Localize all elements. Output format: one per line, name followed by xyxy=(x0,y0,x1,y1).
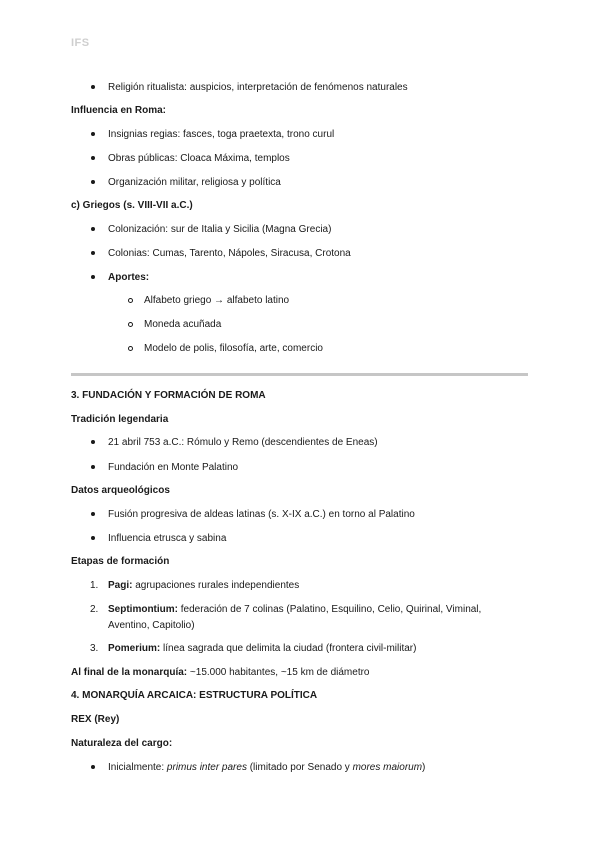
bullet-icon xyxy=(91,536,95,540)
heading-griegos: c) Griegos (s. VIII-VII a.C.) xyxy=(71,200,193,211)
term: Pagi: xyxy=(108,580,133,591)
numbered-item xyxy=(108,642,416,655)
list-number: 2. xyxy=(90,604,99,615)
summary-label: Al final de la monarquía: xyxy=(71,667,188,678)
sub-bullet-icon xyxy=(128,322,133,327)
term: Septimontium: xyxy=(108,604,178,615)
bullet-icon xyxy=(91,85,95,89)
bullet-icon xyxy=(91,156,95,160)
heading-etapas: Etapas de formación xyxy=(71,556,170,567)
list-item: 21 abril 753 a.C.: Rómulo y Remo (descendientes de Eneas) xyxy=(108,437,378,448)
term: Pomerium: xyxy=(108,643,161,654)
heading-tradicion: Tradición legendaria xyxy=(71,414,169,425)
text-run: Inicialmente: xyxy=(108,762,167,773)
sub-bullet-icon xyxy=(128,346,133,351)
bullet-icon xyxy=(91,251,95,255)
heading-datos: Datos arqueológicos xyxy=(71,485,170,496)
bullet-icon xyxy=(91,227,95,231)
list-item: Organización militar, religiosa y política xyxy=(108,177,281,188)
numbered-item-continuation: Aventino, Capitolio) xyxy=(108,620,195,631)
bullet-icon xyxy=(91,440,95,444)
heading-influencia: Influencia en Roma: xyxy=(71,105,167,116)
list-item: Influencia etrusca y sabina xyxy=(108,533,227,544)
bullet-icon xyxy=(91,512,95,516)
list-item: Religión ritualista: auspicios, interpretación de fenómenos naturales xyxy=(108,82,408,93)
logo: IFS xyxy=(71,37,90,49)
numbered-item xyxy=(108,603,481,616)
heading-naturaleza: Naturaleza del cargo: xyxy=(71,738,173,749)
summary-text: ~15.000 habitantes, ~15 km de diámetro xyxy=(187,667,370,678)
definition: línea sagrada que delimita la ciudad (frontera civil-militar) xyxy=(160,643,417,654)
sub-list-item: Modelo de polis, filosofía, arte, comercio xyxy=(144,343,323,354)
section-title-3: 3. FUNDACIÓN Y FORMACIÓN DE ROMA xyxy=(71,390,266,401)
sub-list-item: Moneda acuñada xyxy=(144,319,222,330)
bullet-icon xyxy=(91,180,95,184)
list-number: 3. xyxy=(90,643,99,654)
definition: federación de 7 colinas (Palatino, Esquilino, Celio, Quirinal, Viminal, xyxy=(178,604,482,615)
definition: agrupaciones rurales independientes xyxy=(132,580,300,591)
list-number: 1. xyxy=(90,580,99,591)
bullet-icon xyxy=(91,275,95,279)
sub-list-item: Alfabeto griego → alfabeto latino xyxy=(144,295,290,306)
summary-line xyxy=(71,666,369,679)
list-item: Colonias: Cumas, Tarento, Nápoles, Siracusa, Crotona xyxy=(108,248,351,259)
list-item: Fundación en Monte Palatino xyxy=(108,462,239,473)
latin-term: primus inter pares xyxy=(166,762,247,773)
bullet-icon xyxy=(91,132,95,136)
text-run: (limitado por Senado y xyxy=(246,762,353,773)
list-item: Fusión progresiva de aldeas latinas (s. X-IX a.C.) en torno al Palatino xyxy=(108,509,415,520)
text-run: ) xyxy=(422,762,426,773)
list-item: Insignias regias: fasces, toga praetexta, trono curul xyxy=(108,129,335,140)
list-item: Obras públicas: Cloaca Máxima, templos xyxy=(108,153,290,164)
latin-term: mores maiorum xyxy=(352,762,423,773)
heading-rex: REX (Rey) xyxy=(71,714,120,725)
list-item: Colonización: sur de Italia y Sicilia (Magna Grecia) xyxy=(108,224,332,235)
section-title-4: 4. MONARQUÍA ARCAICA: ESTRUCTURA POLÍTICA xyxy=(71,690,318,701)
numbered-item xyxy=(108,579,299,592)
bullet-icon xyxy=(91,765,95,769)
section-divider xyxy=(71,373,528,376)
list-item xyxy=(108,761,425,774)
list-item-aportes: Aportes: xyxy=(108,272,150,283)
bullet-icon xyxy=(91,465,95,469)
sub-bullet-icon xyxy=(128,298,133,303)
